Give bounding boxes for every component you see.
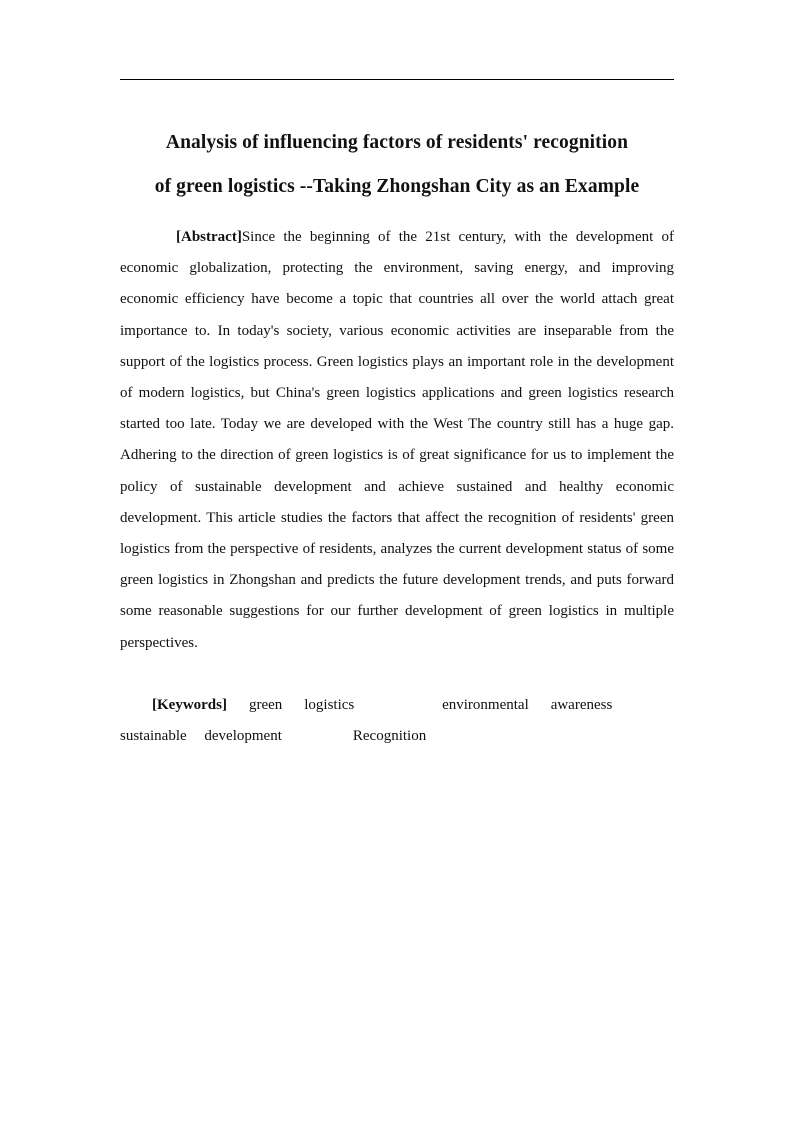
paper-title — [120, 121, 674, 209]
title-line-2: of green logistics --Taking Zhongshan City as an Example — [154, 176, 640, 197]
title-line-1: Analysis of influencing factors of residents' recognition — [165, 132, 629, 153]
keyword-item: Recognition — [352, 728, 427, 745]
keyword-item: sustainable development — [120, 728, 282, 745]
abstract-paragraph — [120, 222, 674, 659]
abstract-text: Since the beginning of the 21st century, with the development of economic globalization, protecting the environment, saving energy, and improving economic efficiency have become a topic that countries all over the world attach great importance to. In today's society, various economic activities are inseparable from the support of the logistics process. Green logistics plays an important role in the development of modern logistics, but China's green logistics applications and green logistics research started too late. Today we are developed with the West The country still has a huge gap. Adhering to the direction of green logistics is of great significance for us to implement the policy of sustainable development and achieve sustained and healthy economic development. This article studies the factors that affect the recognition of residents' green logistics from the perspective of residents, analyzes the current development status of some green logistics in Zhongshan and predicts the future development trends, and puts forward some reasonable suggestions for our further development of green logistics in multiple perspectives. — [120, 229, 674, 651]
header-rule — [120, 79, 674, 80]
keywords-paragraph — [120, 690, 674, 752]
keyword-item: green logistics — [248, 697, 355, 713]
keywords-label: [Keywords] — [152, 697, 227, 713]
keyword-item: environmental awareness — [442, 697, 613, 713]
abstract-label: [Abstract] — [176, 229, 242, 245]
